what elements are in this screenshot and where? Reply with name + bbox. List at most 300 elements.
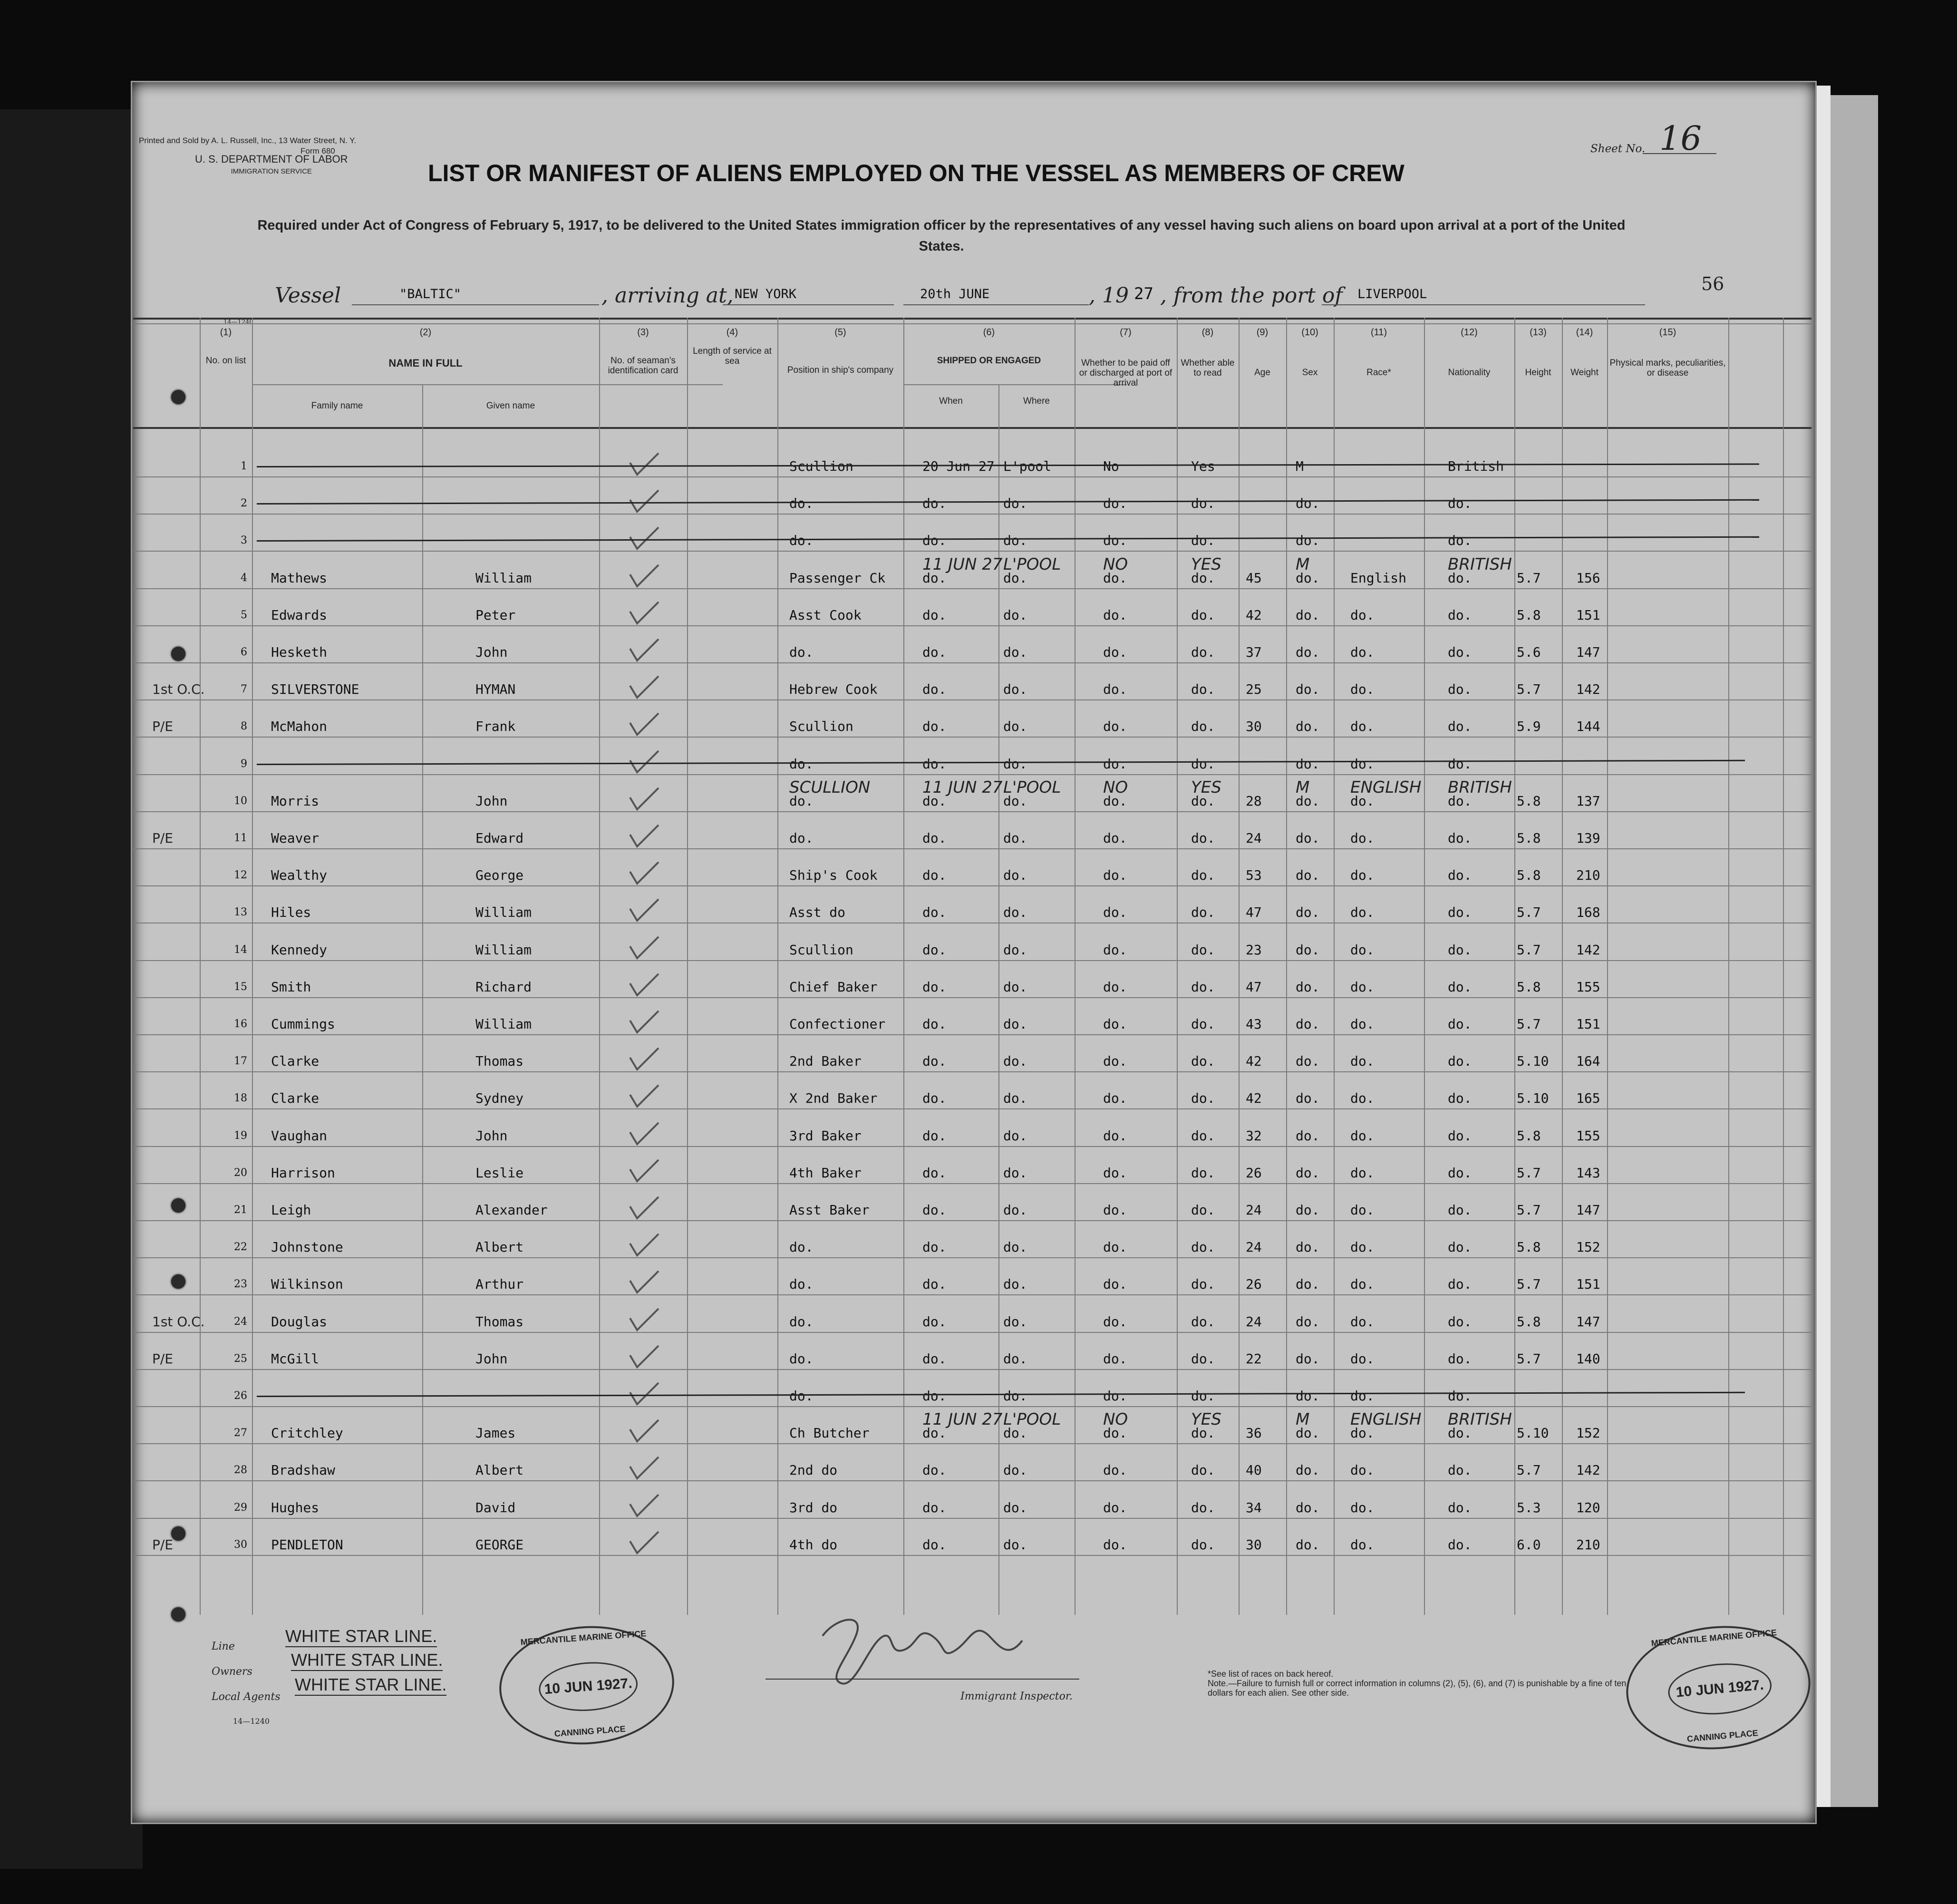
cell-sex: do.: [1296, 1425, 1320, 1441]
cell-where: do.: [1003, 830, 1027, 846]
cell-paid: do.: [1103, 1239, 1127, 1255]
check-mark-icon: [628, 1418, 661, 1446]
row-rule: [133, 1108, 1812, 1109]
cell-race: do.: [1350, 1276, 1375, 1292]
row-rule: [133, 699, 1812, 700]
check-mark-icon: [628, 1269, 661, 1297]
row-rule: [133, 514, 1812, 515]
cell-read: do.: [1191, 681, 1215, 698]
cell-race: do.: [1350, 793, 1375, 809]
cell-where: do.: [1003, 1388, 1027, 1404]
cell-paid: do.: [1103, 1127, 1127, 1144]
cell-race: do.: [1350, 1313, 1375, 1330]
handwritten-when: 11 JUN 27: [922, 554, 1003, 574]
cell-race: do.: [1350, 867, 1375, 884]
cell-height: 5.7: [1517, 942, 1541, 958]
cell-read: do.: [1191, 1053, 1215, 1069]
cell-race: do.: [1350, 719, 1375, 735]
department-block: [195, 153, 348, 178]
cell-position: Asst Baker: [789, 1202, 870, 1218]
cell-sex: M: [1296, 458, 1304, 474]
col-num-7: (7): [1120, 327, 1132, 338]
line-value: WHITE STAR LINE.: [285, 1626, 437, 1647]
cell-nat: do.: [1448, 904, 1472, 921]
cell-nat: do.: [1448, 1313, 1472, 1330]
col-rule: [1562, 318, 1563, 1615]
cell-where: do.: [1003, 570, 1027, 586]
col-rule: [1607, 318, 1608, 1615]
cell-height: 5.7: [1517, 1276, 1541, 1292]
line-label: Line: [212, 1641, 235, 1652]
check-mark-icon: [628, 1343, 661, 1372]
row-number: 6: [241, 646, 247, 658]
cell-where: do.: [1003, 1350, 1027, 1367]
cell-height: 5.8: [1517, 1239, 1541, 1255]
punch-hole: [171, 390, 185, 404]
cell-height: 5.8: [1517, 867, 1541, 884]
handwritten-paid: NO: [1103, 1410, 1128, 1429]
row-rule: [133, 885, 1812, 886]
cell-sex: do.: [1296, 1127, 1320, 1144]
cell-weight: 168: [1576, 904, 1600, 921]
cell-weight: 147: [1576, 1202, 1600, 1218]
cell-weight: 155: [1576, 979, 1600, 995]
cell-family: SILVERSTONE: [271, 681, 359, 698]
cell-race: English: [1350, 570, 1407, 586]
cell-nat: do.: [1448, 570, 1472, 586]
cell-weight: 144: [1576, 719, 1600, 735]
cell-nat: do.: [1448, 719, 1472, 735]
cell-nat: do.: [1448, 644, 1472, 660]
cell-height: 5.7: [1517, 1016, 1541, 1032]
cell-race: do.: [1350, 979, 1375, 995]
col-num-5: (5): [834, 327, 846, 338]
cell-race: do.: [1350, 1499, 1375, 1515]
cell-age: 28: [1246, 793, 1262, 809]
cell-sex: do.: [1296, 1350, 1320, 1367]
form-code-top: 14—1240: [223, 319, 253, 326]
row-number: 13: [234, 906, 247, 919]
cell-sex: do.: [1296, 904, 1320, 921]
cell-position: do.: [789, 793, 814, 809]
cell-read: do.: [1191, 1350, 1215, 1367]
cell-read: do.: [1191, 942, 1215, 958]
row-number: 20: [234, 1166, 247, 1179]
strike-through-line: [257, 1392, 1745, 1397]
cell-position: Ch Butcher: [789, 1425, 870, 1441]
cell-when: do.: [922, 495, 947, 512]
cell-nat: do.: [1448, 1090, 1472, 1107]
cell-age: 36: [1246, 1425, 1262, 1441]
header-length-service: Length of service at sea: [693, 346, 772, 366]
cell-when: do.: [922, 607, 947, 623]
cell-when: do.: [922, 1127, 947, 1144]
cell-age: 32: [1246, 1127, 1262, 1144]
cell-nat: do.: [1448, 1425, 1472, 1441]
cell-age: 43: [1246, 1016, 1262, 1032]
cell-nat: do.: [1448, 681, 1472, 698]
cell-paid: do.: [1103, 830, 1127, 846]
cell-height: 5.8: [1517, 979, 1541, 995]
cell-race: do.: [1350, 1016, 1375, 1032]
check-mark-icon: [628, 600, 661, 628]
col-rule: [687, 318, 688, 1615]
cell-read: do.: [1191, 533, 1215, 549]
cell-height: 5.7: [1517, 1462, 1541, 1478]
cell-height: 5.10: [1517, 1053, 1549, 1069]
cell-sex: do.: [1296, 570, 1320, 586]
cell-position: Ship's Cook: [789, 867, 878, 884]
cell-given: Thomas: [475, 1313, 524, 1330]
handwritten-read: YES: [1191, 554, 1221, 574]
row-number: 29: [234, 1501, 247, 1514]
cell-when: do.: [922, 1165, 947, 1181]
cell-given: HYMAN: [475, 681, 516, 698]
cell-height: 5.7: [1517, 1350, 1541, 1367]
cell-when: do.: [922, 719, 947, 735]
check-mark-icon: [628, 1046, 661, 1074]
arriving-label: , arriving at,: [601, 283, 734, 308]
cell-where: do.: [1003, 756, 1027, 772]
cell-weight: 142: [1576, 681, 1600, 698]
row-rule: [133, 551, 1812, 552]
vessel-name: "BALTIC": [399, 287, 462, 301]
cell-nat: do.: [1448, 1276, 1472, 1292]
cell-height: 5.10: [1517, 1090, 1549, 1107]
cell-sex: do.: [1296, 756, 1320, 772]
row-rule: [133, 1443, 1812, 1444]
cell-race: do.: [1350, 1202, 1375, 1218]
row-rule: [133, 1406, 1812, 1407]
table-top-rule: [133, 318, 1812, 320]
handwritten-when: 11 JUN 27: [922, 777, 1003, 797]
check-mark-icon: [628, 1492, 661, 1521]
cell-weight: 147: [1576, 1313, 1600, 1330]
row-rule: [133, 1555, 1812, 1556]
cell-family: Hughes: [271, 1499, 320, 1515]
cell-nat: do.: [1448, 1016, 1472, 1032]
side-annotation: 1st O.C.: [152, 681, 205, 698]
cell-weight: 142: [1576, 942, 1600, 958]
cell-given: Sydney: [475, 1090, 524, 1107]
cell-position: do.: [789, 1313, 814, 1330]
cell-position: do.: [789, 1350, 814, 1367]
row-rule: [133, 662, 1812, 663]
cell-height: 5.8: [1517, 793, 1541, 809]
cell-nat: do.: [1448, 495, 1472, 512]
side-annotation: P/E: [152, 1350, 174, 1367]
punch-hole: [171, 647, 185, 661]
cell-read: do.: [1191, 495, 1215, 512]
col-rule: [777, 318, 778, 1615]
cell-nat: do.: [1448, 756, 1472, 772]
side-annotation: P/E: [152, 830, 174, 846]
cell-family: Cummings: [271, 1016, 335, 1032]
cell-age: 45: [1246, 570, 1262, 586]
cell-where: do.: [1003, 533, 1027, 549]
cell-where: do.: [1003, 1053, 1027, 1069]
cell-when: do.: [922, 756, 947, 772]
cell-when: do.: [922, 681, 947, 698]
cell-when: do.: [922, 1090, 947, 1107]
cell-nat: do.: [1448, 1053, 1472, 1069]
row-number: 22: [234, 1241, 247, 1253]
form-code-bottom: 14—1240: [233, 1717, 270, 1726]
header-family-name: Family name: [311, 401, 363, 411]
cell-age: 42: [1246, 1053, 1262, 1069]
cell-family: Bradshaw: [271, 1462, 335, 1478]
row-rule: [133, 476, 1812, 477]
header-name-in-full: NAME IN FULL: [388, 357, 463, 369]
check-mark-icon: [628, 823, 661, 851]
header-nationality: Nationality: [1448, 368, 1491, 378]
cell-read: do.: [1191, 904, 1215, 921]
col-num-11: (11): [1370, 327, 1387, 338]
date-underline: [903, 304, 1089, 305]
cell-read: do.: [1191, 979, 1215, 995]
cell-read: Yes: [1191, 458, 1215, 474]
handwritten-race: ENGLISH: [1350, 777, 1422, 797]
row-number: 5: [241, 609, 247, 621]
cell-age: 24: [1246, 1239, 1262, 1255]
cell-given: Leslie: [475, 1165, 524, 1181]
sheet-number: 16: [1659, 119, 1702, 158]
page-right-edge: [1816, 86, 1831, 1807]
cell-position: Asst Cook: [789, 607, 862, 623]
cell-when: do.: [922, 979, 947, 995]
cell-race: do.: [1350, 1462, 1375, 1478]
cell-read: do.: [1191, 1536, 1215, 1553]
cell-age: 24: [1246, 1313, 1262, 1330]
cell-sex: do.: [1296, 1165, 1320, 1181]
cell-nat: do.: [1448, 1462, 1472, 1478]
cell-height: 5.6: [1517, 644, 1541, 660]
row-number: 12: [234, 869, 247, 882]
col-rule: [1783, 318, 1784, 1615]
row-number: 2: [241, 497, 247, 510]
cell-race: do.: [1350, 607, 1375, 623]
cell-read: do.: [1191, 756, 1215, 772]
cell-position: do.: [789, 644, 814, 660]
cell-age: 42: [1246, 1090, 1262, 1107]
vessel-label: Vessel: [275, 283, 341, 308]
cell-read: do.: [1191, 1388, 1215, 1404]
cell-when: 20 Jun 27: [922, 458, 995, 474]
row-rule: [133, 737, 1812, 738]
col-rule: [252, 318, 253, 1615]
cell-weight: 120: [1576, 1499, 1600, 1515]
vessel-underline: [352, 304, 599, 305]
penalty-note: Note.—Failure to furnish full or correct information in columns (2), (5), (6), and (7) is punishable by a fine of ten dollars for each alien. See other side.: [1208, 1679, 1627, 1698]
cell-where: do.: [1003, 979, 1027, 995]
header-read: Whether able to read: [1181, 358, 1235, 378]
cell-nat: do.: [1448, 1127, 1472, 1144]
cell-nat: do.: [1448, 1350, 1472, 1367]
cell-family: Clarke: [271, 1090, 320, 1107]
cell-nat: do.: [1448, 1165, 1472, 1181]
cell-paid: do.: [1103, 979, 1127, 995]
col-num-4: (4): [726, 327, 738, 338]
cell-height: 5.7: [1517, 1202, 1541, 1218]
cell-when: do.: [922, 1016, 947, 1032]
row-rule: [133, 1294, 1812, 1295]
row-number: 1: [241, 460, 247, 472]
col-num-3: (3): [637, 327, 649, 338]
year-prefix: , 19: [1089, 283, 1129, 308]
cell-when: do.: [922, 942, 947, 958]
cell-paid: do.: [1103, 1202, 1127, 1218]
row-number: 24: [234, 1315, 247, 1328]
handwritten-sex: M: [1296, 554, 1310, 574]
stamp-date: 10 JUN 1927.: [537, 1659, 639, 1714]
cell-given: John: [475, 793, 508, 809]
inspector-signature: [808, 1607, 1037, 1693]
cell-given: David: [475, 1499, 516, 1515]
side-annotation: P/E: [152, 719, 174, 735]
arriving-underline: [723, 304, 894, 305]
check-mark-icon: [628, 1455, 661, 1483]
cell-age: 22: [1246, 1350, 1262, 1367]
handwritten-nat: BRITISH: [1448, 1410, 1512, 1429]
cell-read: do.: [1191, 570, 1215, 586]
cell-race: do.: [1350, 942, 1375, 958]
row-number: 3: [241, 534, 247, 547]
col-num-1: (1): [220, 327, 232, 338]
cell-height: 5.7: [1517, 681, 1541, 698]
cell-position: do.: [789, 1388, 814, 1404]
row-number: 28: [234, 1464, 247, 1477]
row-rule: [133, 1183, 1812, 1184]
col-rule: [1239, 318, 1240, 1615]
cell-given: Frank: [475, 719, 516, 735]
cell-race: do.: [1350, 904, 1375, 921]
handwritten-paid: NO: [1103, 554, 1128, 574]
cell-read: do.: [1191, 830, 1215, 846]
cell-age: 24: [1246, 1202, 1262, 1218]
cell-family: Harrison: [271, 1165, 335, 1181]
cell-position: X 2nd Baker: [789, 1090, 878, 1107]
cell-when: do.: [922, 1276, 947, 1292]
cell-where: do.: [1003, 1499, 1027, 1515]
stamp-place: CANNING PLACE: [554, 1724, 626, 1739]
check-mark-icon: [628, 1232, 661, 1260]
cell-race: do.: [1350, 1425, 1375, 1441]
cell-sex: do.: [1296, 607, 1320, 623]
inspector-signature-line: [765, 1679, 1079, 1680]
cell-weight: 156: [1576, 570, 1600, 586]
row-rule: [133, 1220, 1812, 1221]
cell-sex: do.: [1296, 830, 1320, 846]
cell-paid: do.: [1103, 607, 1127, 623]
cell-paid: do.: [1103, 1016, 1127, 1032]
cell-where: do.: [1003, 793, 1027, 809]
cell-position: do.: [789, 1239, 814, 1255]
cell-given: Edward: [475, 830, 524, 846]
form-number: Form 680: [300, 146, 335, 155]
cell-read: do.: [1191, 1016, 1215, 1032]
owners-label: Owners: [212, 1666, 252, 1678]
cell-where: do.: [1003, 1313, 1027, 1330]
cell-read: do.: [1191, 1090, 1215, 1107]
cell-height: 5.7: [1517, 570, 1541, 586]
cell-when: do.: [922, 1053, 947, 1069]
cell-position: 3rd Baker: [789, 1127, 862, 1144]
check-mark-icon: [628, 1009, 661, 1037]
cell-sex: do.: [1296, 979, 1320, 995]
punch-hole: [171, 1607, 185, 1622]
cell-age: 26: [1246, 1276, 1262, 1292]
cell-age: 37: [1246, 644, 1262, 660]
col-rule: [1286, 318, 1287, 1615]
cell-race: do.: [1350, 1350, 1375, 1367]
cell-given: William: [475, 904, 532, 921]
cell-where: do.: [1003, 1127, 1027, 1144]
row-number: 25: [234, 1352, 247, 1365]
cell-nat: do.: [1448, 607, 1472, 623]
cell-sex: do.: [1296, 644, 1320, 660]
cell-given: Albert: [475, 1239, 524, 1255]
cell-given: John: [475, 1350, 508, 1367]
cell-position: Hebrew Cook: [789, 681, 878, 698]
cell-given: Alexander: [475, 1202, 548, 1218]
cell-position: Passenger Ck: [789, 570, 886, 586]
cell-position: do.: [789, 756, 814, 772]
cell-paid: do.: [1103, 904, 1127, 921]
department-name: U. S. DEPARTMENT OF LABOR: [195, 153, 348, 165]
row-number: 17: [234, 1055, 247, 1068]
cell-nat: do.: [1448, 1388, 1472, 1404]
cell-given: John: [475, 644, 508, 660]
header-race: Race*: [1366, 368, 1391, 378]
departure-port: LIVERPOOL: [1357, 287, 1427, 301]
cell-read: do.: [1191, 793, 1215, 809]
cell-paid: do.: [1103, 681, 1127, 698]
cell-paid: do.: [1103, 1165, 1127, 1181]
cell-sex: do.: [1296, 719, 1320, 735]
header-sex: Sex: [1302, 368, 1318, 378]
col-rule: [599, 318, 600, 1615]
cell-paid: do.: [1103, 1425, 1127, 1441]
handwritten-where: L'POOL: [1003, 554, 1061, 574]
cell-family: Wealthy: [271, 867, 328, 884]
cell-nat: do.: [1448, 867, 1472, 884]
cell-read: do.: [1191, 1276, 1215, 1292]
cell-family: Hesketh: [271, 644, 328, 660]
row-rule: [133, 774, 1812, 775]
cell-when: do.: [922, 867, 947, 884]
cell-sex: do.: [1296, 495, 1320, 512]
cell-paid: do.: [1103, 1388, 1127, 1404]
header-where: Where: [1023, 396, 1050, 406]
cell-race: do.: [1350, 1165, 1375, 1181]
check-mark-icon: [628, 563, 661, 591]
cell-sex: do.: [1296, 1239, 1320, 1255]
row-number: 9: [241, 758, 247, 770]
cell-age: 47: [1246, 979, 1262, 995]
col-num-13: (13): [1530, 327, 1547, 338]
cell-age: 25: [1246, 681, 1262, 698]
row-rule: [133, 811, 1812, 812]
cell-height: 5.8: [1517, 607, 1541, 623]
cell-family: McMahon: [271, 719, 328, 735]
cell-where: do.: [1003, 1425, 1027, 1441]
cell-paid: do.: [1103, 1313, 1127, 1330]
cell-sex: do.: [1296, 681, 1320, 698]
header-age: Age: [1254, 368, 1270, 378]
cell-where: do.: [1003, 681, 1027, 698]
handwritten-when: 11 JUN 27: [922, 1410, 1003, 1429]
handwritten-nat: BRITISH: [1448, 554, 1512, 574]
